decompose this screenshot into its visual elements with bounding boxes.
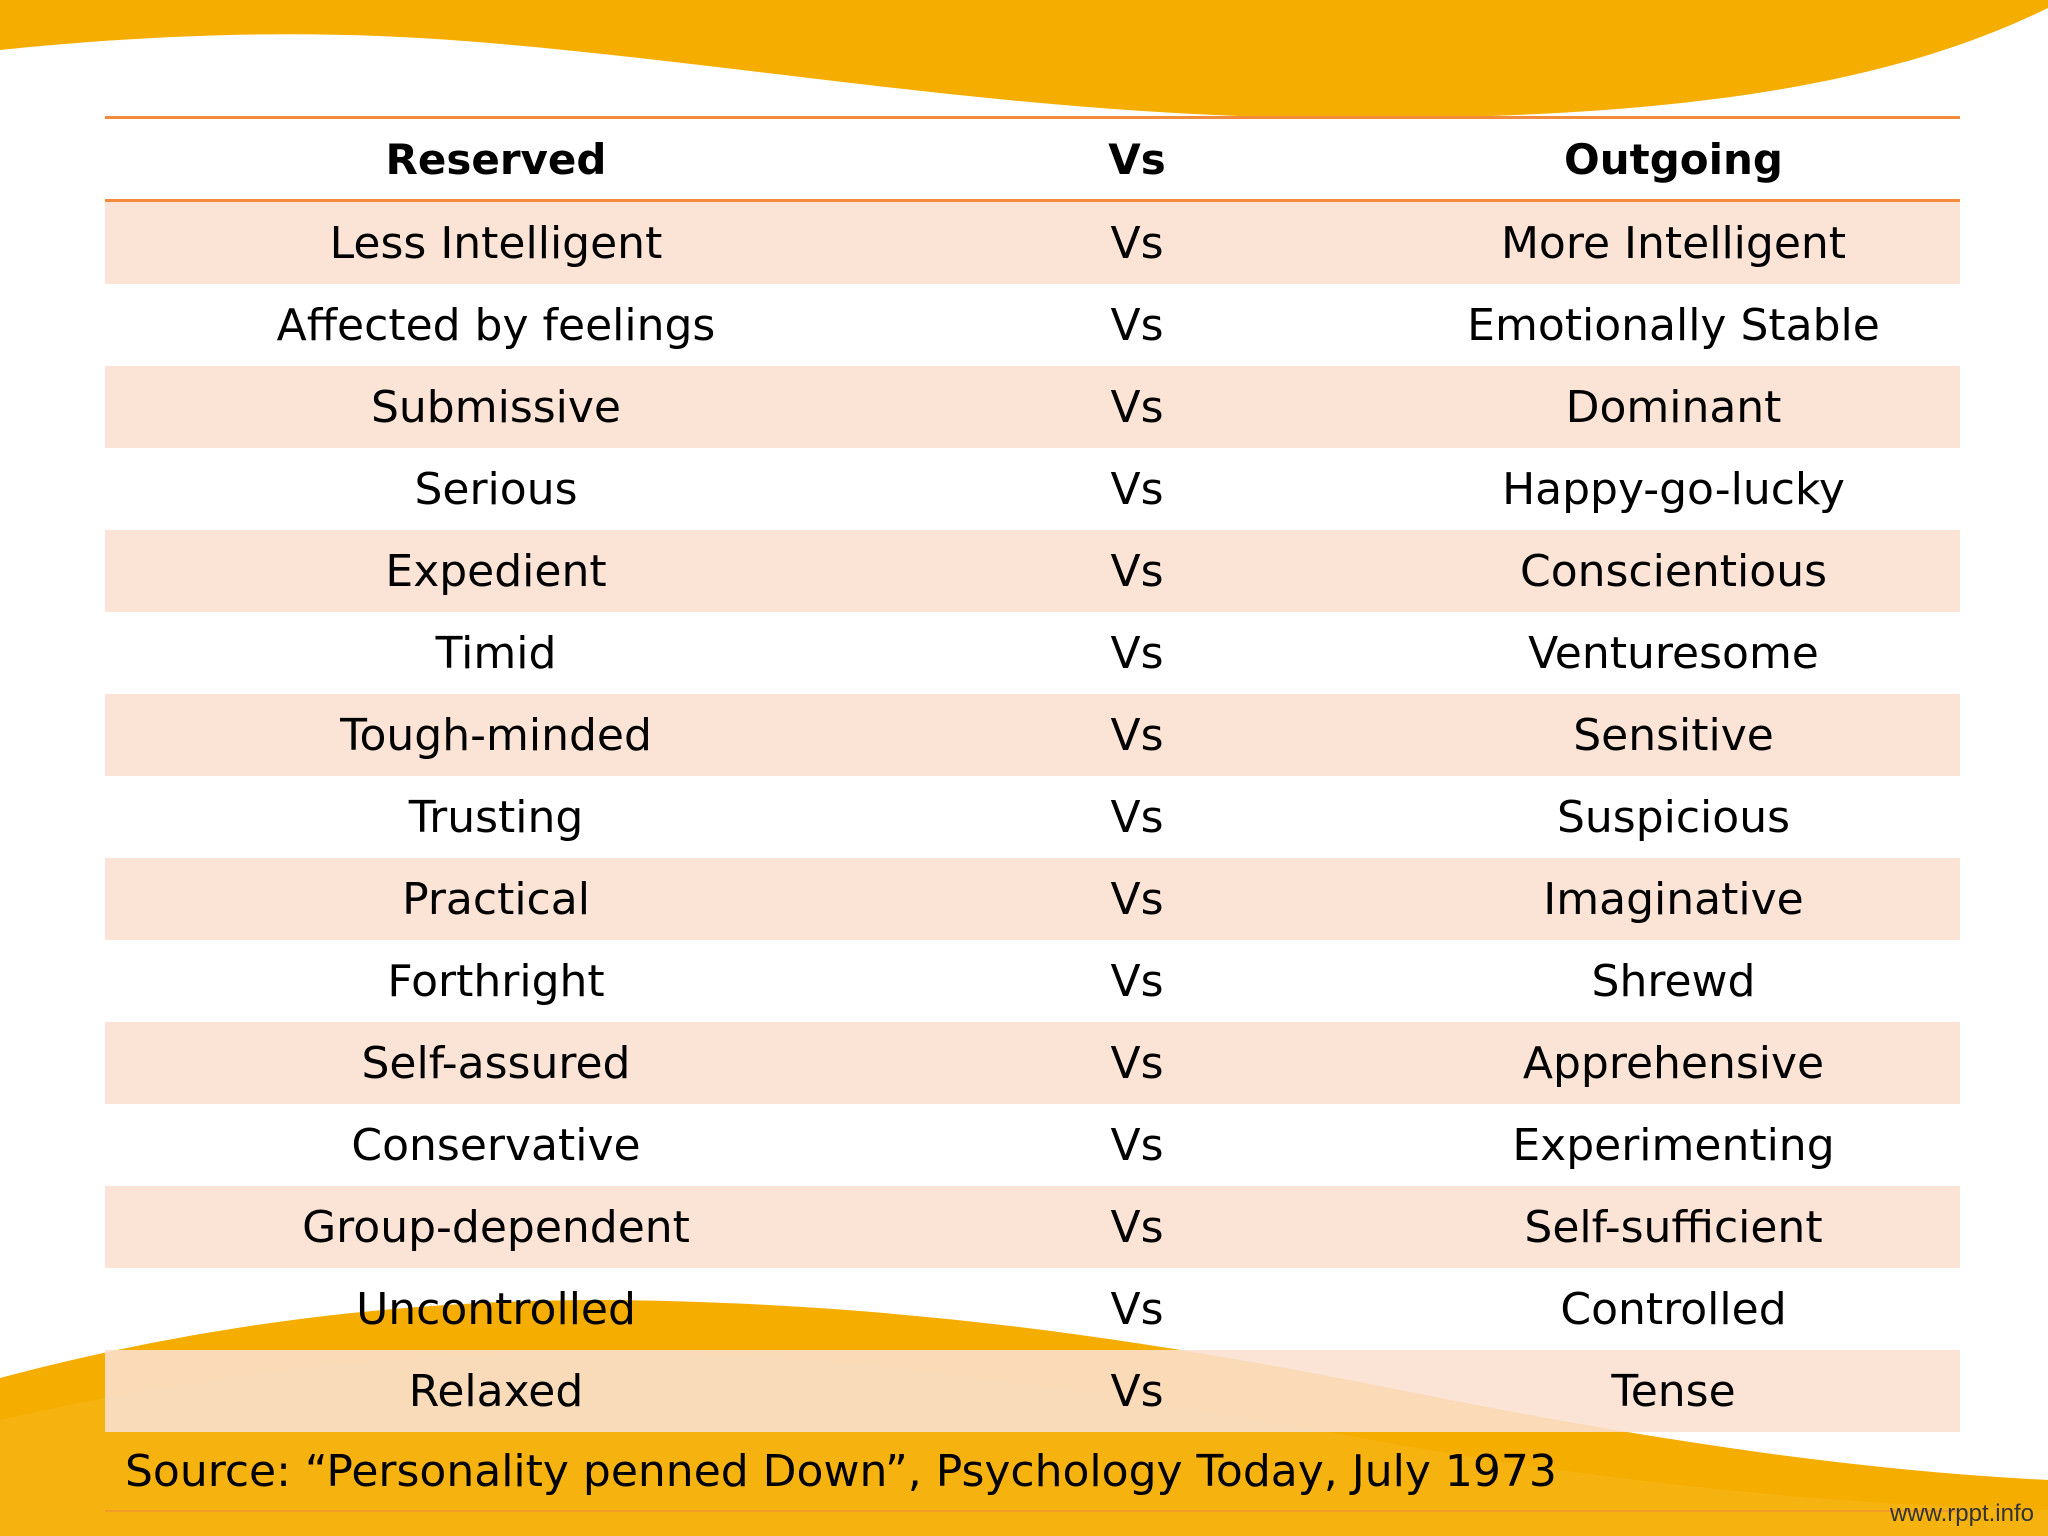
trait-reserved-cell: Tough-minded (105, 694, 887, 776)
vs-cell: Vs (1110, 1283, 1164, 1335)
table-row (105, 1350, 1960, 1432)
trait-outgoing-cell: Self-sufficient (1387, 1186, 1960, 1268)
trait-outgoing-cell: Suspicious (1556, 791, 1791, 843)
trait-reserved-cell: Trusting (408, 791, 584, 843)
table-row (105, 940, 1960, 1022)
trait-outgoing-cell: Happy-go-lucky (1502, 463, 1845, 515)
vs-cell: Vs (887, 366, 1387, 448)
table-row (105, 202, 1960, 284)
source-citation-row (105, 1430, 1960, 1512)
trait-reserved-cell: Less Intelligent (105, 202, 887, 284)
table-header-row (105, 119, 1960, 199)
trait-reserved-cell: Practical (105, 858, 887, 940)
header-outgoing: Outgoing (1564, 134, 1783, 184)
brand-watermark: www.rppt.info (1889, 1500, 2034, 1527)
trait-outgoing-cell: Imaginative (1387, 858, 1960, 940)
vs-cell: Vs (1110, 627, 1164, 679)
table-row (105, 1268, 1960, 1350)
table-row (105, 1186, 1960, 1268)
source-citation: Source: “Personality penned Down”, Psychology Today, July 1973 (125, 1445, 1557, 1497)
trait-reserved-cell: Conservative (351, 1119, 641, 1171)
trait-outgoing-cell: Shrewd (1591, 955, 1756, 1007)
trait-reserved-cell: Uncontrolled (356, 1283, 636, 1335)
vs-cell: Vs (1110, 299, 1164, 351)
comparison-table-body (105, 202, 1960, 1432)
trait-outgoing-cell: Emotionally Stable (1467, 299, 1880, 351)
trait-reserved-cell: Timid (435, 627, 557, 679)
header-vs: Vs (1108, 134, 1166, 184)
trait-reserved-cell: Affected by feelings (276, 299, 716, 351)
vs-cell: Vs (887, 202, 1387, 284)
vs-cell: Vs (1110, 791, 1164, 843)
trait-reserved-cell: Self-assured (105, 1022, 887, 1104)
vs-cell: Vs (887, 1350, 1387, 1432)
comparison-table (105, 119, 1960, 199)
trait-outgoing-cell: More Intelligent (1387, 202, 1960, 284)
vs-cell: Vs (1110, 955, 1164, 1007)
trait-outgoing-cell: Venturesome (1528, 627, 1819, 679)
table-row (105, 612, 1960, 694)
header-reserved: Reserved (385, 134, 607, 184)
trait-reserved-cell: Group-dependent (105, 1186, 887, 1268)
top-swoosh-shape (0, 0, 2048, 118)
source-bottom-rule (105, 1510, 1960, 1512)
vs-cell: Vs (887, 530, 1387, 612)
trait-reserved-cell: Forthright (387, 955, 605, 1007)
vs-cell: Vs (1110, 463, 1164, 515)
trait-outgoing-cell: Tense (1387, 1350, 1960, 1432)
trait-reserved-cell: Submissive (105, 366, 887, 448)
trait-outgoing-cell: Conscientious (1387, 530, 1960, 612)
trait-reserved-cell: Expedient (105, 530, 887, 612)
trait-reserved-cell: Relaxed (105, 1350, 887, 1432)
vs-cell: Vs (1110, 1119, 1164, 1171)
comparison-table-container (105, 116, 1960, 1432)
trait-outgoing-cell: Apprehensive (1387, 1022, 1960, 1104)
trait-outgoing-cell: Sensitive (1387, 694, 1960, 776)
table-row (105, 366, 1960, 448)
vs-cell: Vs (887, 1186, 1387, 1268)
vs-cell: Vs (887, 858, 1387, 940)
vs-cell: Vs (887, 1022, 1387, 1104)
table-row (105, 530, 1960, 612)
trait-outgoing-cell: Experimenting (1512, 1119, 1835, 1171)
table-row (105, 694, 1960, 776)
trait-reserved-cell: Serious (414, 463, 578, 515)
table-row (105, 1022, 1960, 1104)
table-row (105, 448, 1960, 530)
table-row (105, 284, 1960, 366)
trait-outgoing-cell: Controlled (1560, 1283, 1787, 1335)
table-row (105, 858, 1960, 940)
table-row (105, 1104, 1960, 1186)
trait-outgoing-cell: Dominant (1387, 366, 1960, 448)
vs-cell: Vs (887, 694, 1387, 776)
table-row (105, 776, 1960, 858)
